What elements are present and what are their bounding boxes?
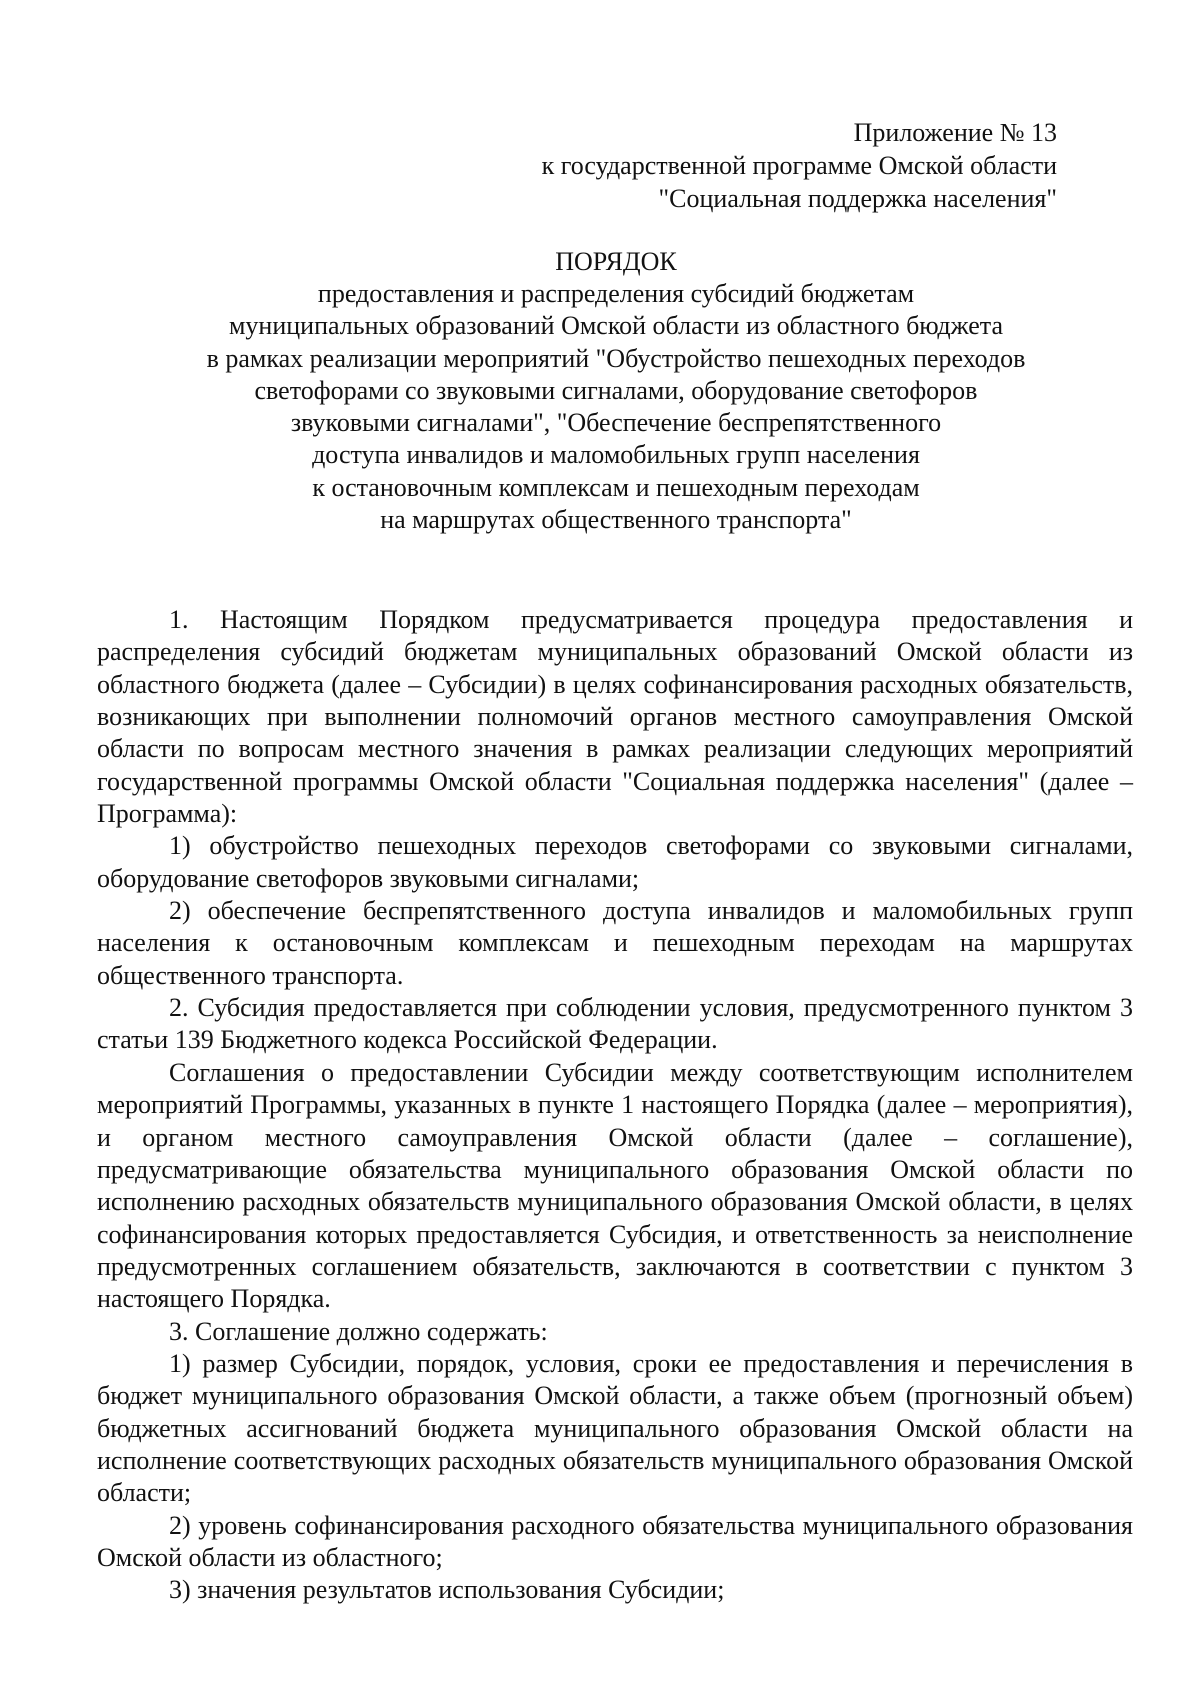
paragraph: 3) значения результатов использования Субсидии; xyxy=(169,1575,725,1605)
subtitle-line: доступа инвалидов и маломобильных групп населения xyxy=(312,440,920,470)
appendix-header xyxy=(542,116,1057,215)
paragraph: 1) обустройство пешеходных переходов светофорами со звуковыми сигналами, оборудование светофоров звуковыми сигналами; xyxy=(97,831,1133,893)
paragraph: 2) уровень софинансирования расходного обязательства муниципального образования Омской области из областного; xyxy=(97,1510,1133,1572)
document-body xyxy=(97,604,1133,1607)
subtitle-line: на маршрутах общественного транспорта" xyxy=(380,505,852,535)
appendix-program-ref: к государственной программе Омской области xyxy=(541,151,1057,180)
paragraph: 3. Соглашение должно содержать: xyxy=(169,1316,548,1346)
paragraph: 1) размер Субсидии, порядок, условия, сроки ее предоставления и перечисления в бюджет муниципального образования Омской области, а также объем (прогнозный объем) бюджетных ассигнований бюджета муниципального образования Омской области на исполнение соответствующих расходных обязательств муниципального образования Омской области; xyxy=(97,1348,1133,1508)
document-title: ПОРЯДОК xyxy=(555,247,677,276)
subtitle-line: в рамках реализации мероприятий "Обустройство пешеходных переходов xyxy=(206,343,1026,373)
paragraph: 2) обеспечение беспрепятственного доступа инвалидов и маломобильных групп населения к остановочным комплексам и пешеходным переходам на маршрутах общественного транспорта. xyxy=(97,896,1133,990)
appendix-number: Приложение № 13 xyxy=(853,118,1057,147)
document-subtitle xyxy=(0,278,1200,536)
subtitle-line: к остановочным комплексам и пешеходным переходам xyxy=(312,472,920,502)
subtitle-line: светофорами со звуковыми сигналами, оборудование светофоров xyxy=(254,375,978,405)
paragraph: Соглашения о предоставлении Субсидии между соответствующим исполнителем мероприятий Программы, указанных в пункте 1 настоящего Порядка (далее – мероприятия), и органом местного самоуправления Омской области (далее – соглашение), предусматривающие обязательства муниципального образования Омской области по исполнению расходных обязательств муниципального образования Омской области, в целях софинансирования которых предоставляется Субсидия, и ответственность за неисполнение предусмотренных соглашением обязательств, заключаются в соответствии с пунктом 3 настоящего Порядка. xyxy=(97,1057,1133,1314)
appendix-program-name: "Социальная поддержка населения" xyxy=(658,184,1057,213)
paragraph: 2. Субсидия предоставляется при соблюдении условия, предусмотренного пунктом 3 статьи 139 Бюджетного кодекса Российской Федерации. xyxy=(97,993,1133,1055)
paragraph: 1. Настоящим Порядком предусматривается процедура предоставления и распределения субсидий бюджетам муниципальных образований Омской области из областного бюджета (далее – Субсидии) в целях софинансирования расходных обязательств, возникающих при выполнении полномочий органов местного самоуправления Омской области по вопросам местного значения в рамках реализации следующих мероприятий государственной программы Омской области "Социальная поддержка населения" (далее – Программа): xyxy=(97,605,1133,829)
subtitle-line: предоставления и распределения субсидий бюджетам xyxy=(317,279,915,308)
subtitle-line: муниципальных образований Омской области из областного бюджета xyxy=(228,311,1004,341)
subtitle-line: звуковыми сигналами", "Обеспечение беспрепятственного xyxy=(290,408,942,438)
